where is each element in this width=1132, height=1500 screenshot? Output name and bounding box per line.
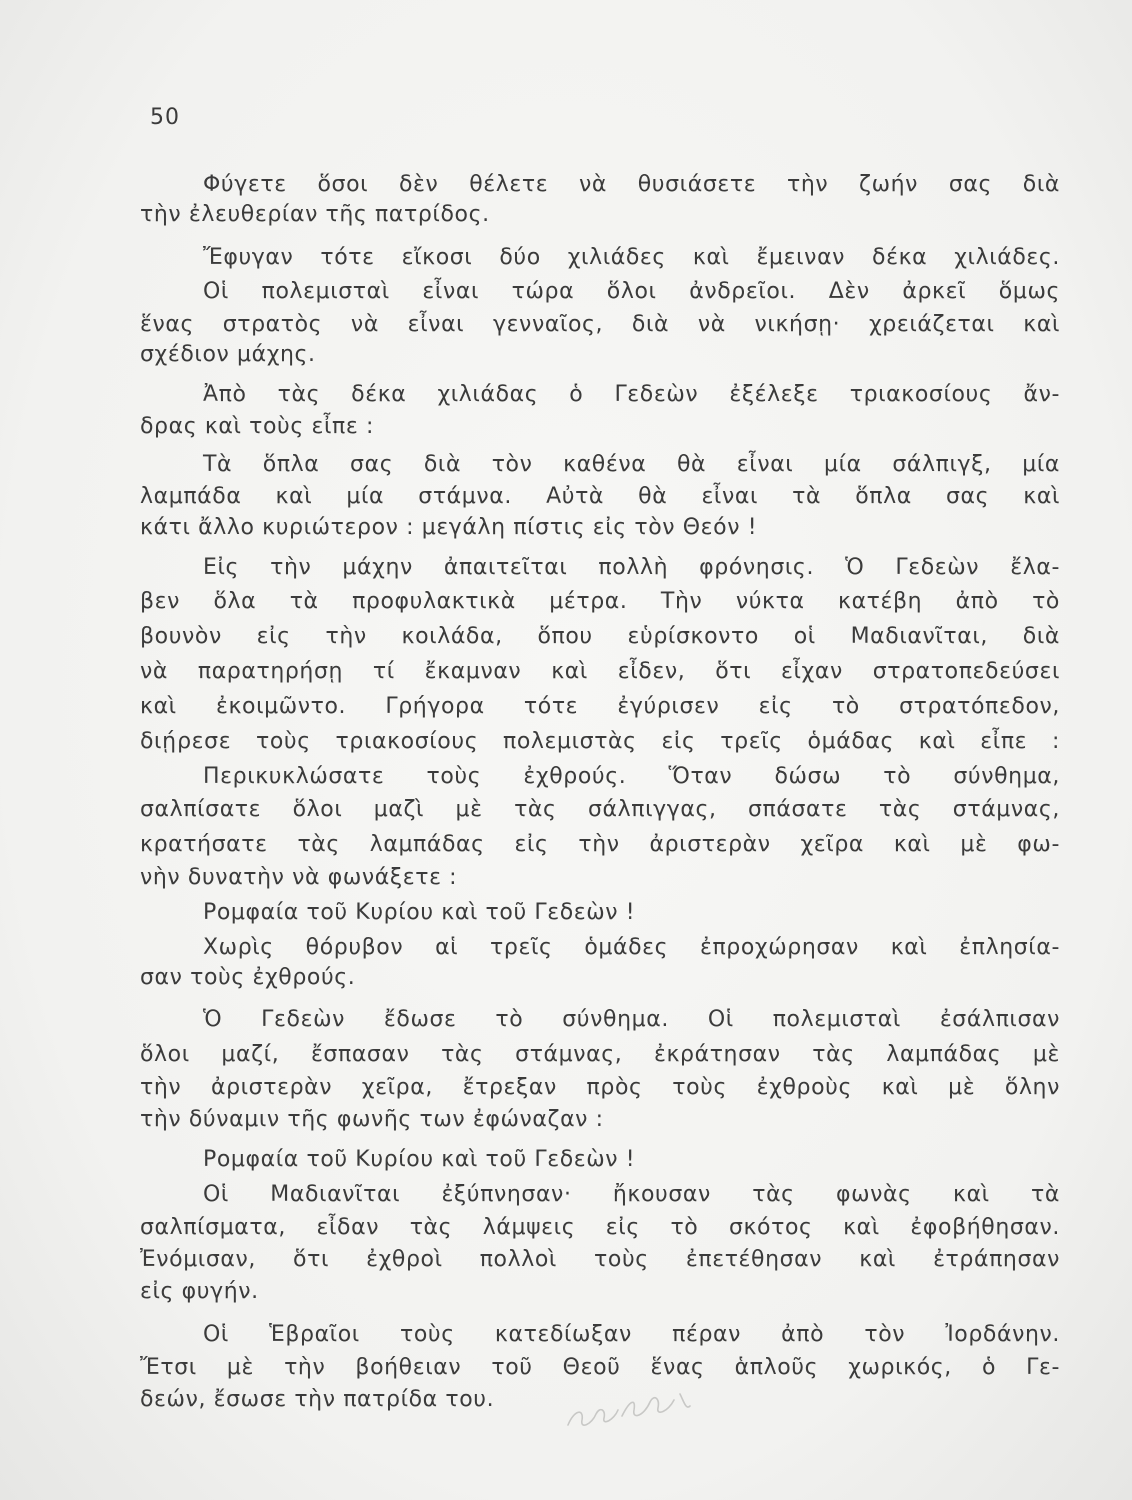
text-line: Οἱ πολεμισταὶ εἶναι τώρα ὅλοι ἀνδρεῖοι. Δὲν ἀρκεῖ ὅμως (203, 279, 1060, 304)
text-line: ἕνας στρατὸς νὰ εἶναι γενναῖος, διὰ νὰ νικήσῃ· χρειάζεται καὶ (140, 312, 1060, 337)
text-line: σχέδιον μάχης. (140, 342, 316, 367)
text-line: σαν τοὺς ἐχθρούς. (140, 965, 356, 990)
text-line: λαμπάδα καὶ μία στάμνα. Αὐτὰ θὰ εἶναι τὰ ὅπλα σας καὶ (140, 484, 1060, 509)
text-line: νὰ παρατηρήσῃ τί ἔκαμναν καὶ εἶδεν, ὅτι εἶχαν στρατοπεδεύσει (140, 659, 1060, 684)
text-line: τὴν ἐλευθερίαν τῆς πατρίδος. (140, 202, 490, 227)
text-line: Τὰ ὅπλα σας διὰ τὸν καθένα θὰ εἶναι μία σάλπιγξ, μία (203, 452, 1060, 477)
text-line: Ρομφαία τοῦ Κυρίου καὶ τοῦ Γεδεὼν ! (203, 900, 636, 925)
text-line: Φύγετε ὅσοι δὲν θέλετε νὰ θυσιάσετε τὴν ζωήν σας διὰ (203, 172, 1060, 197)
text-line: νὴν δυνατὴν νὰ φωνάξετε : (140, 865, 458, 890)
text-line: σαλπίσματα, εἶδαν τὰς λάμψεις εἰς τὸ σκότος καὶ ἐφοβήθησαν. (140, 1215, 1060, 1240)
text-line: ὅλοι μαζί, ἔσπασαν τὰς στάμνας, ἐκράτησαν τὰς λαμπάδας μὲ (140, 1042, 1060, 1067)
pencil-scribble (560, 1380, 700, 1435)
text-line: τὴν δύναμιν τῆς φωνῆς των ἐφώναζαν : (140, 1107, 604, 1132)
text-line: Οἱ Μαδιανῖται ἐξύπνησαν· ἤκουσαν τὰς φωνὰς καὶ τὰ (203, 1182, 1060, 1207)
text-line: βουνὸν εἰς τὴν κοιλάδα, ὅπου εὑρίσκοντο οἱ Μαδιανῖται, διὰ (140, 624, 1060, 649)
text-line: Χωρὶς θόρυβον αἱ τρεῖς ὁμάδες ἐπροχώρησαν καὶ ἐπλησία- (203, 935, 1060, 960)
text-line: καὶ ἐκοιμῶντο. Γρήγορα τότε ἐγύρισεν εἰς τὸ στρατόπεδον, (140, 694, 1060, 719)
text-line: δρας καὶ τοὺς εἶπε : (140, 414, 374, 439)
text-line: Ἀπὸ τὰς δέκα χιλιάδας ὁ Γεδεὼν ἐξέλεξε τριακοσίους ἄν- (203, 382, 1060, 407)
text-line: Ἐνόμισαν, ὅτι ἐχθροὶ πολλοὶ τοὺς ἐπετέθησαν καὶ ἐτράπησαν (140, 1247, 1060, 1272)
text-line: Εἰς τὴν μάχην ἀπαιτεῖται πολλὴ φρόνησις. Ὁ Γεδεὼν ἔλα- (203, 555, 1060, 580)
text-line: κρατήσατε τὰς λαμπάδας εἰς τὴν ἀριστερὰν χεῖρα καὶ μὲ φω- (140, 832, 1060, 857)
text-line: εἰς φυγήν. (140, 1279, 259, 1304)
text-line: Ἔφυγαν τότε εἴκοσι δύο χιλιάδες καὶ ἔμειναν δέκα χιλιάδες. (203, 245, 1060, 270)
page-number: 50 (150, 105, 180, 130)
text-line: Ὁ Γεδεὼν ἔδωσε τὸ σύνθημα. Οἱ πολεμισταὶ ἐσάλπισαν (203, 1007, 1060, 1032)
text-line: τὴν ἀριστερὰν χεῖρα, ἔτρεξαν πρὸς τοὺς ἐχθροὺς καὶ μὲ ὅλην (140, 1075, 1060, 1100)
text-line: Περικυκλώσατε τοὺς ἐχθρούς. Ὅταν δώσω τὸ σύνθημα, (203, 764, 1060, 789)
text-line: δεών, ἔσωσε τὴν πατρίδα του. (140, 1387, 495, 1412)
text-line: Ρομφαία τοῦ Κυρίου καὶ τοῦ Γεδεὼν ! (203, 1147, 636, 1172)
text-line: Οἱ Ἑβραῖοι τοὺς κατεδίωξαν πέραν ἀπὸ τὸν Ἰορδάνην. (203, 1322, 1060, 1347)
text-line: Ἔτσι μὲ τὴν βοήθειαν τοῦ Θεοῦ ἕνας ἁπλοῦς χωρικός, ὁ Γε- (140, 1355, 1060, 1380)
text-line: βεν ὅλα τὰ προφυλακτικὰ μέτρα. Τὴν νύκτα κατέβη ἀπὸ τὸ (140, 589, 1060, 614)
text-line: σαλπίσατε ὅλοι μαζὶ μὲ τὰς σάλπιγγας, σπάσατε τὰς στάμνας, (140, 797, 1060, 822)
text-line: κάτι ἄλλο κυριώτερον : μεγάλη πίστις εἰς τὸν Θεόν ! (140, 515, 758, 540)
text-line: διῄρεσε τοὺς τριακοσίους πολεμιστὰς εἰς τρεῖς ὁμάδας καὶ εἶπε : (140, 729, 1060, 754)
